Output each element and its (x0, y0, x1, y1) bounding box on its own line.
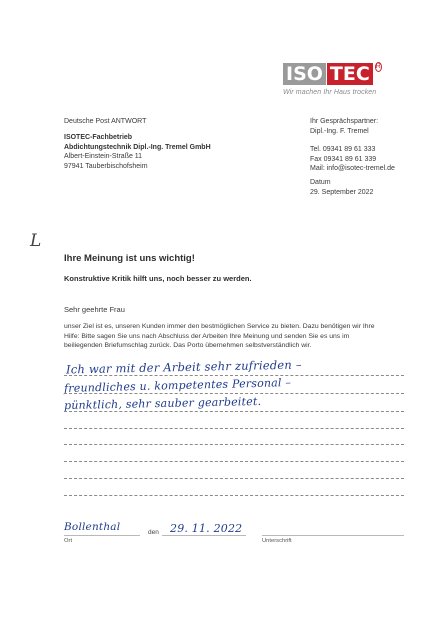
handwritten-line-3: pünktlich, sehr sauber gearbeitet. (63, 394, 262, 413)
handwritten-line-1: Ich war mit der Arbeit sehr zufrieden – (65, 357, 302, 377)
date-block (310, 178, 373, 197)
isotec-logo (283, 62, 379, 96)
salutation: Sehr geehrte Frau (64, 305, 125, 314)
writing-line[interactable] (64, 444, 404, 445)
place-line[interactable] (64, 535, 140, 536)
writing-line[interactable] (64, 478, 404, 479)
date-line[interactable] (162, 535, 246, 536)
body-line: unser Ziel ist es, unseren Kunden immer den bestmöglichen Service zu bieten. Dazu benötigen wir Ihre (64, 323, 375, 330)
writing-line[interactable] (64, 375, 404, 376)
writing-line[interactable] (64, 393, 404, 394)
page-subtitle: Konstruktive Kritik hilft uns, noch besser zu werden. (64, 274, 252, 283)
recipient-company-full: Abdichtungstechnik Dipl.-Ing. Tremel GmbH (64, 143, 211, 151)
logo-part-iso: ISO (283, 63, 326, 85)
date-value: 29. September 2022 (310, 188, 374, 196)
date-handwritten: 29. 11. 2022 (170, 522, 243, 535)
recipient-city: 97941 Tauberbischofsheim (64, 162, 148, 170)
date-label: Datum (310, 179, 331, 186)
registered-mark-icon: R (375, 63, 381, 70)
handwritten-line-2: freundliches u. kompetentes Personal – (63, 376, 292, 395)
place-handwritten: Bollenthal (64, 521, 121, 533)
body-line: beiliegenden Briefumschlag zurück. Das Porto übernehmen selbstverständlich wir. (64, 342, 312, 350)
writing-line[interactable] (64, 411, 404, 412)
contact-fax: Fax 09341 89 61 339 (310, 155, 377, 163)
contact-label: Ihr Gesprächspartner: (310, 118, 379, 125)
logo-tagline: Wir machen Ihr Haus trocken (283, 89, 377, 96)
recipient-street: Albert-Einstein-Straße 11 (64, 153, 143, 160)
signature-label: Unterschrift (262, 538, 292, 544)
contact-mail: Mail: info@isotec-tremel.de (310, 165, 395, 172)
recipient-company: ISOTEC-Fachbetrieb (64, 134, 133, 141)
contact-tel: Tel. 09341 89 61 333 (310, 146, 376, 153)
signature-line[interactable] (262, 535, 404, 536)
writing-line[interactable] (64, 495, 404, 496)
logo-part-tec: TEC (327, 63, 373, 85)
contact-name: Dipl.-Ing. F. Tremel (310, 127, 369, 135)
writing-line[interactable] (64, 461, 404, 462)
margin-mark: L (30, 231, 42, 251)
recipient-address (64, 133, 211, 171)
place-label: Ort (64, 538, 73, 544)
den-label: den (148, 529, 159, 536)
body-paragraph (64, 322, 424, 351)
body-line: Hilfe: Bitte sagen Sie uns nach Abschluss der Arbeiten Ihre Meinung und senden Sie es uns im (64, 332, 350, 340)
contact-block (310, 117, 395, 174)
page-title: Ihre Meinung ist uns wichtig! (64, 253, 195, 264)
writing-line[interactable] (64, 428, 404, 429)
sender-line: Deutsche Post ANTWORT (64, 118, 147, 125)
